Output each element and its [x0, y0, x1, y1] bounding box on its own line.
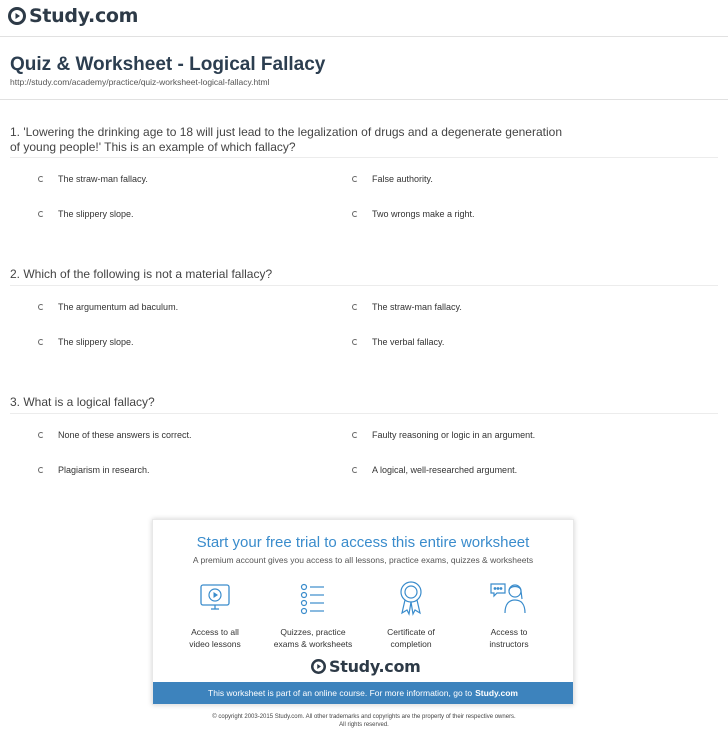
free-trial-box — [152, 519, 574, 705]
certificate-icon — [371, 580, 451, 616]
feature-label-line1: Access to — [490, 627, 528, 637]
answer-label: The argumentum ad baculum. — [58, 302, 179, 312]
info-bar-text: This worksheet is part of an online course. For more information, go to — [208, 688, 473, 698]
logo-text: Study.com — [29, 5, 139, 27]
video-icon — [175, 580, 255, 616]
quiz-list-icon — [273, 580, 353, 616]
answer-label: The slippery slope. — [58, 337, 134, 347]
feature-label-line1: Access to all — [191, 627, 239, 637]
answer-label: A logical, well-researched argument. — [372, 465, 518, 475]
radio-icon[interactable] — [352, 339, 358, 345]
play-logo-icon — [311, 659, 326, 674]
radio-icon[interactable] — [38, 339, 44, 345]
question-3-rule — [10, 413, 718, 414]
study-logo[interactable] — [8, 5, 138, 27]
question-1: 1. 'Lowering the drinking age to 18 will just lead to the legalization of drugs and a degenerate generation of young people!' This is an example of which fallacy? — [10, 125, 562, 154]
question-2-rule — [10, 285, 718, 286]
copyright-line2: All rights reserved. — [339, 722, 389, 728]
answer-option[interactable] — [38, 209, 134, 219]
page-url: http://study.com/academy/practice/quiz-worksheet-logical-fallacy.html — [10, 77, 270, 87]
answer-option[interactable] — [38, 465, 150, 475]
radio-icon[interactable] — [38, 432, 44, 438]
answer-option[interactable] — [38, 174, 148, 184]
answer-option[interactable] — [352, 302, 462, 312]
feature-label-line1: Quizzes, practice — [280, 627, 346, 637]
feature-quizzes — [273, 580, 353, 650]
page-title: Quiz & Worksheet - Logical Fallacy — [10, 54, 326, 75]
question-3: 3. What is a logical fallacy? — [10, 395, 155, 409]
answer-label: Plagiarism in research. — [58, 465, 150, 475]
answer-label: The verbal fallacy. — [372, 337, 445, 347]
answer-option[interactable] — [38, 337, 134, 347]
radio-icon[interactable] — [352, 211, 358, 217]
feature-label-line1: Certificate of — [387, 627, 435, 637]
copyright — [0, 713, 728, 729]
radio-icon[interactable] — [38, 211, 44, 217]
answer-option[interactable] — [38, 302, 178, 312]
answer-option[interactable] — [38, 430, 192, 440]
header-divider — [0, 36, 728, 37]
answer-label: Faulty reasoning or logic in an argument. — [372, 430, 536, 440]
study-link[interactable]: Study.com — [475, 688, 518, 698]
logo-text: Study.com — [329, 657, 421, 676]
question-1-rule — [10, 157, 718, 158]
radio-icon[interactable] — [352, 304, 358, 310]
feature-label-line2: exams & worksheets — [273, 639, 353, 649]
feature-certificate — [371, 580, 451, 650]
cta-title[interactable]: Start your free trial to access this entire worksheet — [196, 534, 530, 551]
answer-option[interactable] — [352, 465, 517, 475]
feature-label-line2: completion — [390, 639, 432, 649]
title-divider — [0, 99, 728, 100]
copyright-line1: © copyright 2003-2015 Study.com. All other trademarks and copyrights are the property of their respective owners. — [212, 714, 516, 720]
answer-label: False authority. — [372, 174, 433, 184]
feature-instructors — [469, 580, 549, 650]
cta-subtitle: A premium account gives you access to all lessons, practice exams, quizzes & worksheets — [192, 555, 534, 565]
answer-option[interactable] — [352, 337, 444, 347]
feature-label-line2: instructors — [489, 639, 529, 649]
question-2: 2. Which of the following is not a material fallacy? — [10, 267, 273, 281]
feature-video-lessons — [175, 580, 255, 650]
radio-icon[interactable] — [38, 467, 44, 473]
radio-icon[interactable] — [38, 304, 44, 310]
answer-option[interactable] — [352, 209, 475, 219]
answer-label: The straw-man fallacy. — [58, 174, 148, 184]
answer-label: None of these answers is correct. — [58, 430, 192, 440]
radio-icon[interactable] — [352, 176, 358, 182]
answer-label: The straw-man fallacy. — [372, 302, 462, 312]
instructor-icon — [469, 580, 549, 616]
radio-icon[interactable] — [352, 467, 358, 473]
feature-label-line2: video lessons — [189, 639, 241, 649]
answer-option[interactable] — [352, 430, 535, 440]
radio-icon[interactable] — [352, 432, 358, 438]
cta-study-logo[interactable] — [311, 657, 421, 676]
radio-icon[interactable] — [38, 176, 44, 182]
answer-label: Two wrongs make a right. — [372, 209, 475, 219]
info-bar — [153, 682, 573, 704]
play-logo-icon — [8, 7, 26, 25]
answer-label: The slippery slope. — [58, 209, 134, 219]
answer-option[interactable] — [352, 174, 433, 184]
